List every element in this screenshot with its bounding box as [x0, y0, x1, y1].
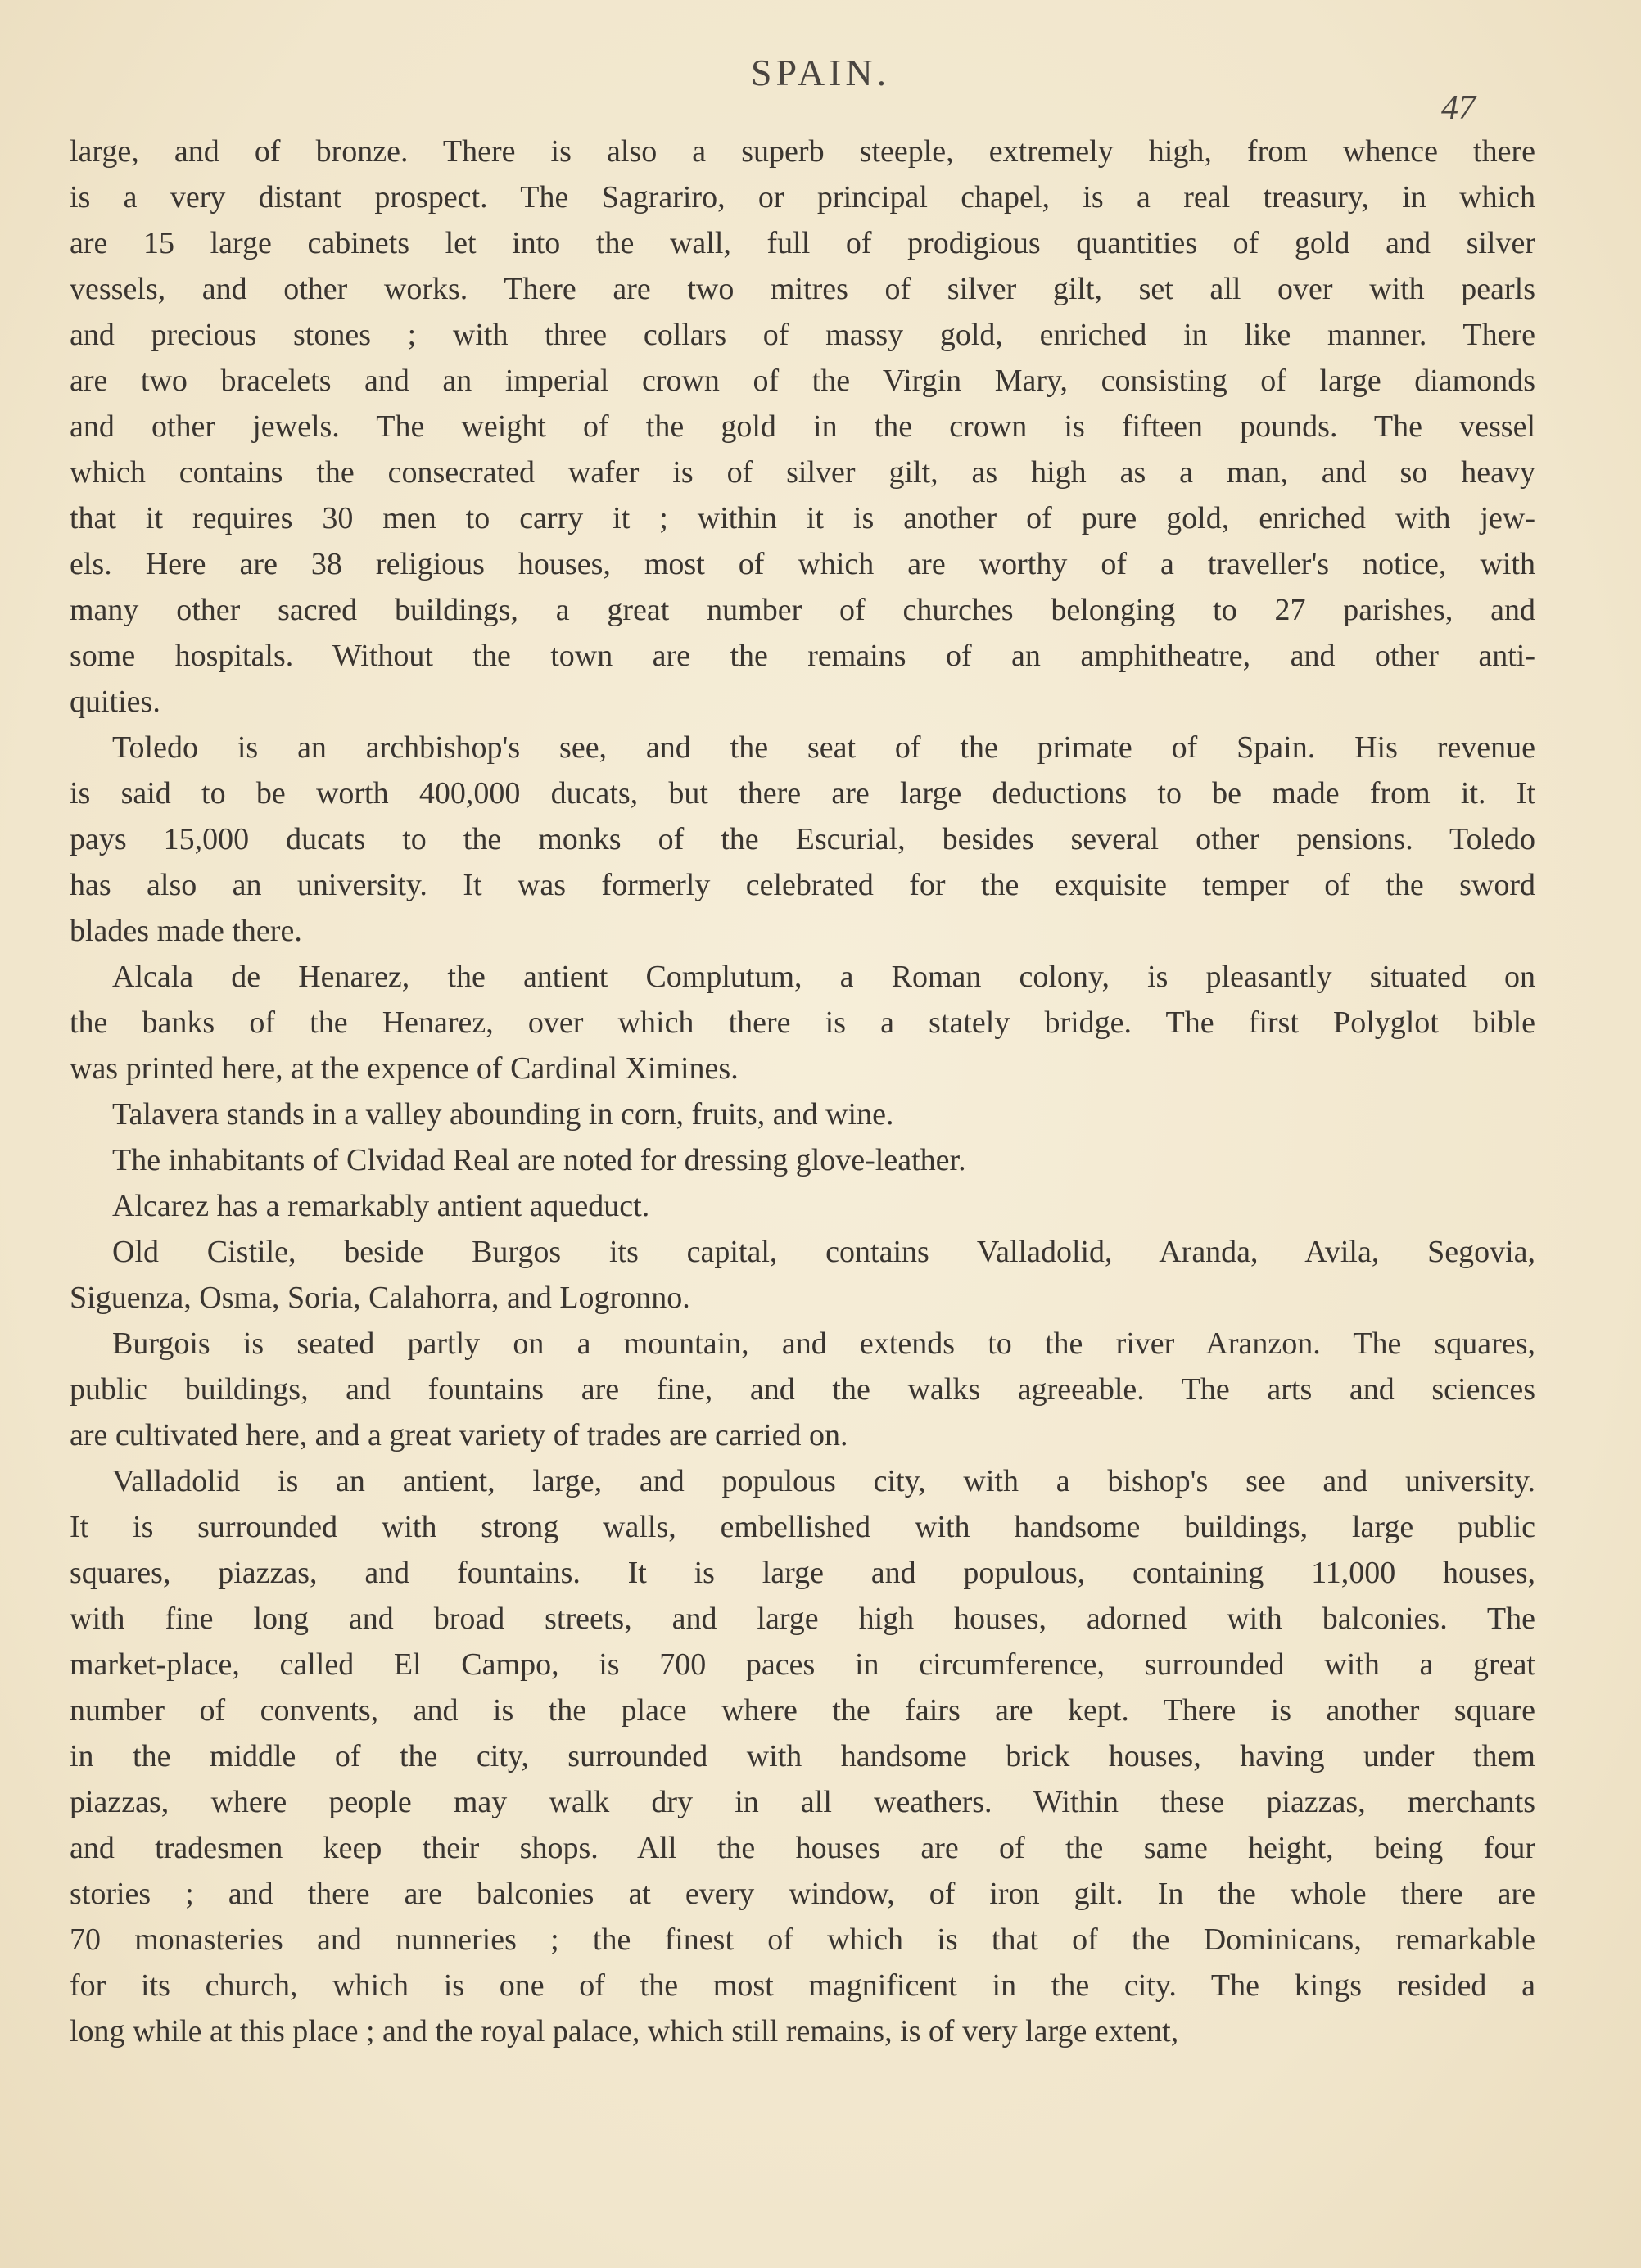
text-line: with fine long and broad streets, and large high houses, adorned with balconies. The: [70, 1602, 1535, 1636]
text-line: was printed here, at the expence of Cardinal Ximines.: [70, 1051, 739, 1086]
text-line: The inhabitants of Clvidad Real are noted for dressing glove-leather.: [112, 1143, 966, 1177]
page-number: 47: [1441, 89, 1476, 127]
paragraph: [70, 725, 1535, 954]
text-line: has also an university. It was formerly celebrated for the exquisite temper of the sword: [70, 868, 1535, 902]
text-line: and precious stones ; with three collars of massy gold, enriched in like manner. There: [70, 318, 1535, 352]
text-line: Valladolid is an antient, large, and populous city, with a bishop's see and university.: [112, 1464, 1535, 1498]
text-line: is a very distant prospect. The Sagrariro, or principal chapel, is a real treasury, in which: [70, 180, 1535, 215]
paragraph: [70, 954, 1535, 1091]
paragraph: [70, 1183, 1535, 1229]
paragraph: [70, 129, 1535, 725]
text-line: and tradesmen keep their shops. All the houses are of the same height, being four: [70, 1831, 1535, 1865]
text-line: Siguenza, Osma, Soria, Calahorra, and Logronno.: [70, 1281, 690, 1315]
text-line: market-place, called El Campo, is 700 paces in circumference, surrounded with a great: [70, 1647, 1535, 1682]
text-line: are two bracelets and an imperial crown of the Virgin Mary, consisting of large diamonds: [70, 364, 1535, 398]
text-line: It is surrounded with strong walls, embellished with handsome buildings, large public: [70, 1510, 1535, 1544]
text-line: Old Cistile, beside Burgos its capital, contains Valladolid, Aranda, Avila, Segovia,: [112, 1235, 1535, 1269]
text-line: quities.: [70, 684, 160, 719]
paragraph: [70, 1091, 1535, 1137]
text-line: public buildings, and fountains are fine, and the walks agreeable. The arts and sciences: [70, 1372, 1535, 1407]
text-line: some hospitals. Without the town are the remains of an amphitheatre, and other anti-: [70, 639, 1535, 673]
text-line: Alcala de Henarez, the antient Complutum, a Roman colony, is pleasantly situated on: [112, 960, 1535, 994]
text-line: piazzas, where people may walk dry in all weathers. Within these piazzas, merchants: [70, 1785, 1535, 1819]
text-line: els. Here are 38 religious houses, most of which are worthy of a traveller's notice, with: [70, 547, 1535, 581]
body-text: [70, 129, 1535, 2054]
paragraph: [70, 1137, 1535, 1183]
text-line: the banks of the Henarez, over which there is a stately bridge. The first Polyglot bible: [70, 1005, 1535, 1040]
text-line: Talavera stands in a valley abounding in corn, fruits, and wine.: [112, 1097, 894, 1132]
text-line: are cultivated here, and a great variety of trades are carried on.: [70, 1418, 848, 1453]
paragraph: [70, 1321, 1535, 1458]
text-line: squares, piazzas, and fountains. It is large and populous, containing 11,000 houses,: [70, 1556, 1535, 1590]
text-line: Alcarez has a remarkably antient aqueduct.: [112, 1189, 650, 1223]
paragraph: [70, 1229, 1535, 1321]
text-line: are 15 large cabinets let into the wall, full of prodigious quantities of gold and silver: [70, 226, 1535, 260]
text-line: is said to be worth 400,000 ducats, but there are large deductions to be made from it. It: [70, 776, 1535, 811]
text-line: long while at this place ; and the royal palace, which still remains, is of very large extent,: [70, 2014, 1179, 2049]
text-line: blades made there.: [70, 914, 302, 948]
text-line: large, and of bronze. There is also a superb steeple, extremely high, from whence there: [70, 134, 1535, 169]
text-line: 70 monasteries and nunneries ; the finest of which is that of the Dominicans, remarkable: [70, 1922, 1535, 1957]
running-title: SPAIN.: [750, 52, 891, 93]
text-line: which contains the consecrated wafer is of silver gilt, as high as a man, and so heavy: [70, 455, 1535, 490]
text-line: number of convents, and is the place where the fairs are kept. There is another square: [70, 1693, 1535, 1728]
text-line: stories ; and there are balconies at every window, of iron gilt. In the whole there are: [70, 1877, 1535, 1911]
text-line: Burgois is seated partly on a mountain, and extends to the river Aranzon. The squares,: [112, 1326, 1535, 1361]
text-line: in the middle of the city, surrounded with handsome brick houses, having under them: [70, 1739, 1535, 1773]
paragraph: [70, 1458, 1535, 2054]
text-line: many other sacred buildings, a great number of churches belonging to 27 parishes, and: [70, 593, 1535, 627]
text-line: pays 15,000 ducats to the monks of the Escurial, besides several other pensions. Toledo: [70, 822, 1535, 856]
text-line: Toledo is an archbishop's see, and the seat of the primate of Spain. His revenue: [112, 730, 1535, 765]
text-line: and other jewels. The weight of the gold in the crown is fifteen pounds. The vessel: [70, 409, 1535, 444]
text-line: that it requires 30 men to carry it ; within it is another of pure gold, enriched with jew-: [70, 501, 1535, 535]
text-line: for its church, which is one of the most magnificent in the city. The kings resided a: [70, 1968, 1535, 2003]
text-line: vessels, and other works. There are two mitres of silver gilt, set all over with pearls: [70, 272, 1535, 306]
